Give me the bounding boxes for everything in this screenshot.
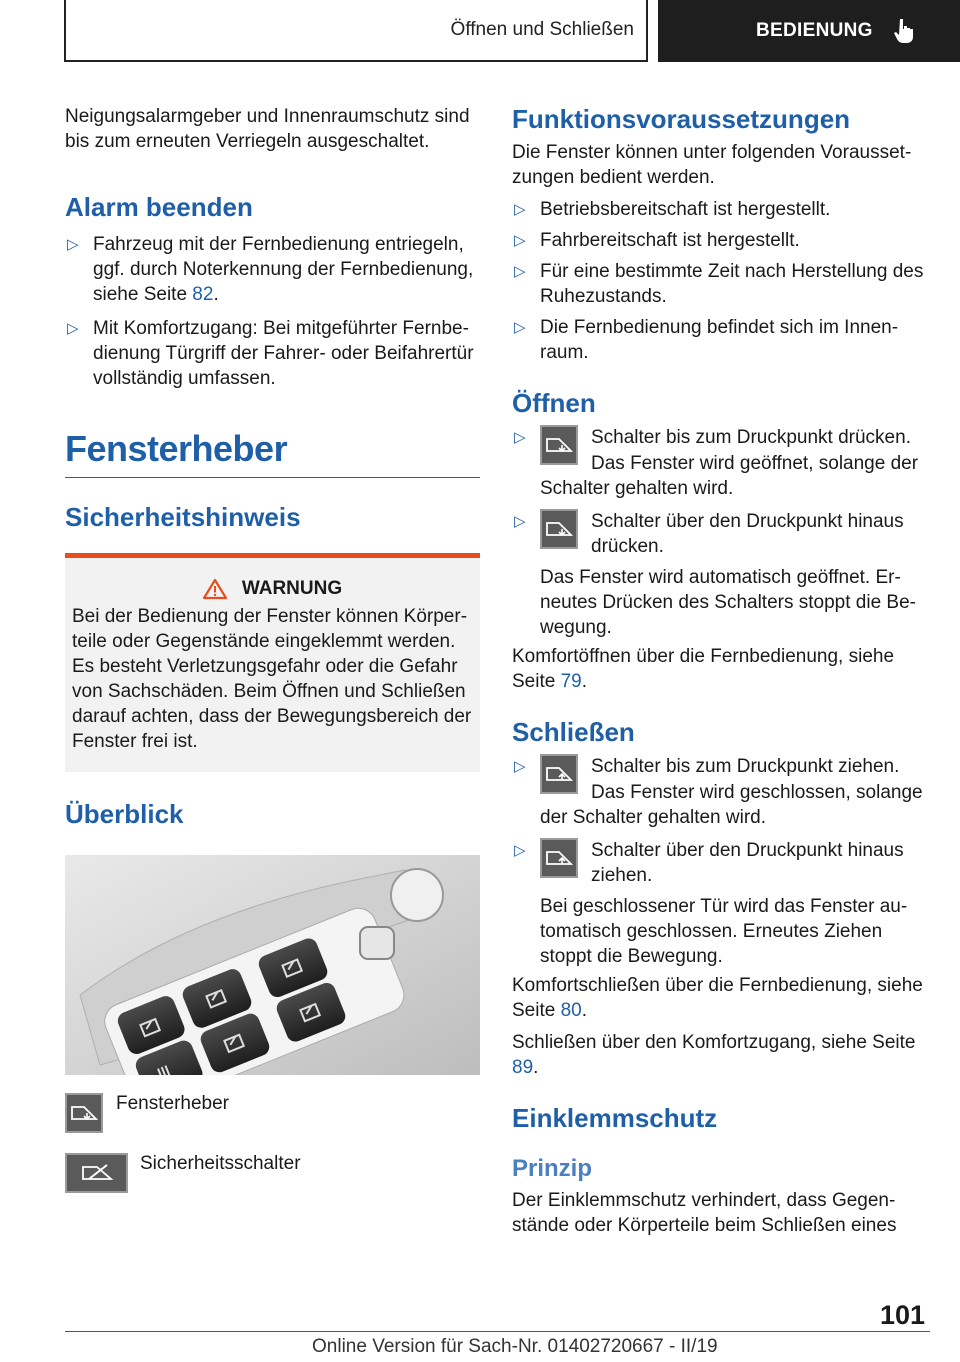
triangle-bullet-icon: ▷: [514, 319, 526, 336]
legend-label: Fensterheber: [116, 1093, 230, 1114]
list-item: ▷ Schalter über den Druckpunkt hinaus ziehen. Bei geschlossener Tür wird das Fenster automatisch geschlossen. Erneutes Ziehen stoppt die Bewegung.: [514, 840, 908, 967]
warning-label: WARNUNG: [241, 578, 343, 599]
list-item: ▷ Mit Komfortzugang: Bei mitgeführter Fernbedienung Türgriff der Fahrer- oder Beifahrertür vollständig umfassen.: [67, 318, 474, 389]
open-comfort-text: Komfortöffnen über die Fernbedienung, siehe Seite 79.: [512, 646, 895, 692]
list-item: ▷ Die Fernbedienung befindet sich im Innenraum.: [514, 317, 899, 363]
triangle-bullet-icon: ▷: [514, 842, 526, 859]
triangle-bullet-icon: ▷: [514, 513, 526, 530]
section-title: Öffnen und Schließen: [450, 19, 634, 40]
legend-item-window-switch: [65, 1093, 480, 1133]
list-item: ▷ Schalter über den Druckpunkt hinaus drücken. Das Fenster wird automatisch geöffnet. Erneutes Drücken des Schalters stoppt die Bewegung.: [514, 511, 916, 638]
func-heading: Funktionsvoraussetzungen: [512, 104, 851, 134]
triangle-bullet-icon: ▷: [514, 201, 526, 218]
window-switch-icon: [540, 754, 578, 794]
alarm-list: [65, 232, 480, 391]
window-switch-icon: [65, 1093, 103, 1133]
left-column: [65, 100, 480, 1193]
pinch-heading: Einklemmschutz: [512, 1103, 718, 1133]
window-switch-panel-photo: [65, 855, 480, 1075]
main-heading: Fensterheber: [65, 428, 288, 469]
chapter-badge: [658, 0, 960, 62]
safety-heading: Sicherheitshinweis: [65, 502, 301, 532]
footer-rule: [65, 1331, 930, 1332]
section-header-tab: [64, 0, 648, 62]
warning-triangle-icon: [202, 578, 228, 600]
window-switch-icon: [540, 838, 578, 878]
legend-item-safety-switch: [65, 1153, 480, 1193]
warning-text: Bei der Bedienung der Fenster können Körperteile oder Gegenstände eingeklemmt werden. Es besteht Verletzungsgefahr oder die Gefahr von Sachschäden. Beim Öffnen und Schließen darauf achten, dass der Bewegungsbereich der Fenster frei ist.: [72, 606, 472, 752]
page-number: 101: [880, 1300, 926, 1330]
close-access-text: Schließen über den Komfortzugang, siehe Seite 89.: [512, 1032, 916, 1078]
right-column: [512, 100, 930, 1238]
page-link[interactable]: 80: [560, 1000, 582, 1021]
intro-text: Neigungsalarmgeber und Innenraumschutz sind bis zum erneuten Verriegeln ausgeschaltet.: [65, 106, 470, 152]
page-link[interactable]: 89: [512, 1057, 534, 1078]
triangle-bullet-icon: ▷: [67, 236, 79, 253]
overview-heading: Überblick: [65, 799, 184, 829]
legend-label: Sicherheitsschalter: [140, 1153, 301, 1174]
close-list: [512, 754, 930, 969]
safety-switch-icon: [65, 1153, 128, 1193]
window-switch-icon: [540, 509, 578, 549]
principle-heading: Prinzip: [512, 1155, 593, 1182]
chapter-title: BEDIENUNG: [756, 20, 873, 41]
footer-text: Online Version für Sach-Nr. 01402720667 - II/19: [312, 1336, 718, 1357]
triangle-bullet-icon: ▷: [514, 758, 526, 775]
func-intro: Die Fenster können unter folgenden Voraussetzungen bedient werden.: [512, 142, 912, 188]
window-switch-icon: [540, 425, 578, 465]
func-list: [512, 197, 930, 365]
warning-header: [72, 578, 472, 600]
list-item: ▷ Fahrbereitschaft ist hergestellt.: [514, 230, 800, 251]
list-item: ▷ Schalter bis zum Druckpunkt ziehen. Das Fenster wird geschlossen, solange der Schalter gehalten wird.: [514, 756, 923, 828]
triangle-bullet-icon: ▷: [514, 263, 526, 280]
list-item: ▷ Schalter bis zum Druckpunkt drücken. Das Fenster wird geöffnet, solange der Schalter gehalten wird.: [514, 427, 919, 499]
heading-rule: [65, 477, 480, 478]
open-heading: Öffnen: [512, 388, 596, 418]
principle-text: Der Einklemmschutz verhindert, dass Gegenstände oder Körperteile beim Schließen eines: [512, 1190, 897, 1236]
list-item: ▷ Fahrzeug mit der Fernbedienung entriegeln, ggf. durch Noterkennung der Fernbedienung, siehe Seite 82.: [67, 234, 474, 305]
list-item: ▷ Für eine bestimmte Zeit nach Herstellung des Ruhezustands.: [514, 261, 924, 307]
hand-pointer-icon: [893, 18, 915, 44]
close-comfort-text: Komfortschließen über die Fernbedienung, siehe Seite 80.: [512, 975, 923, 1021]
triangle-bullet-icon: ▷: [67, 320, 79, 337]
warning-box: [65, 553, 480, 772]
open-list: [512, 425, 930, 640]
page-link[interactable]: 79: [560, 671, 582, 692]
alarm-heading: Alarm beenden: [65, 192, 253, 222]
page-link[interactable]: 82: [192, 284, 214, 305]
list-item: ▷ Betriebsbereitschaft ist hergestellt.: [514, 199, 831, 220]
triangle-bullet-icon: ▷: [514, 429, 526, 446]
triangle-bullet-icon: ▷: [514, 232, 526, 249]
close-heading: Schließen: [512, 717, 635, 747]
